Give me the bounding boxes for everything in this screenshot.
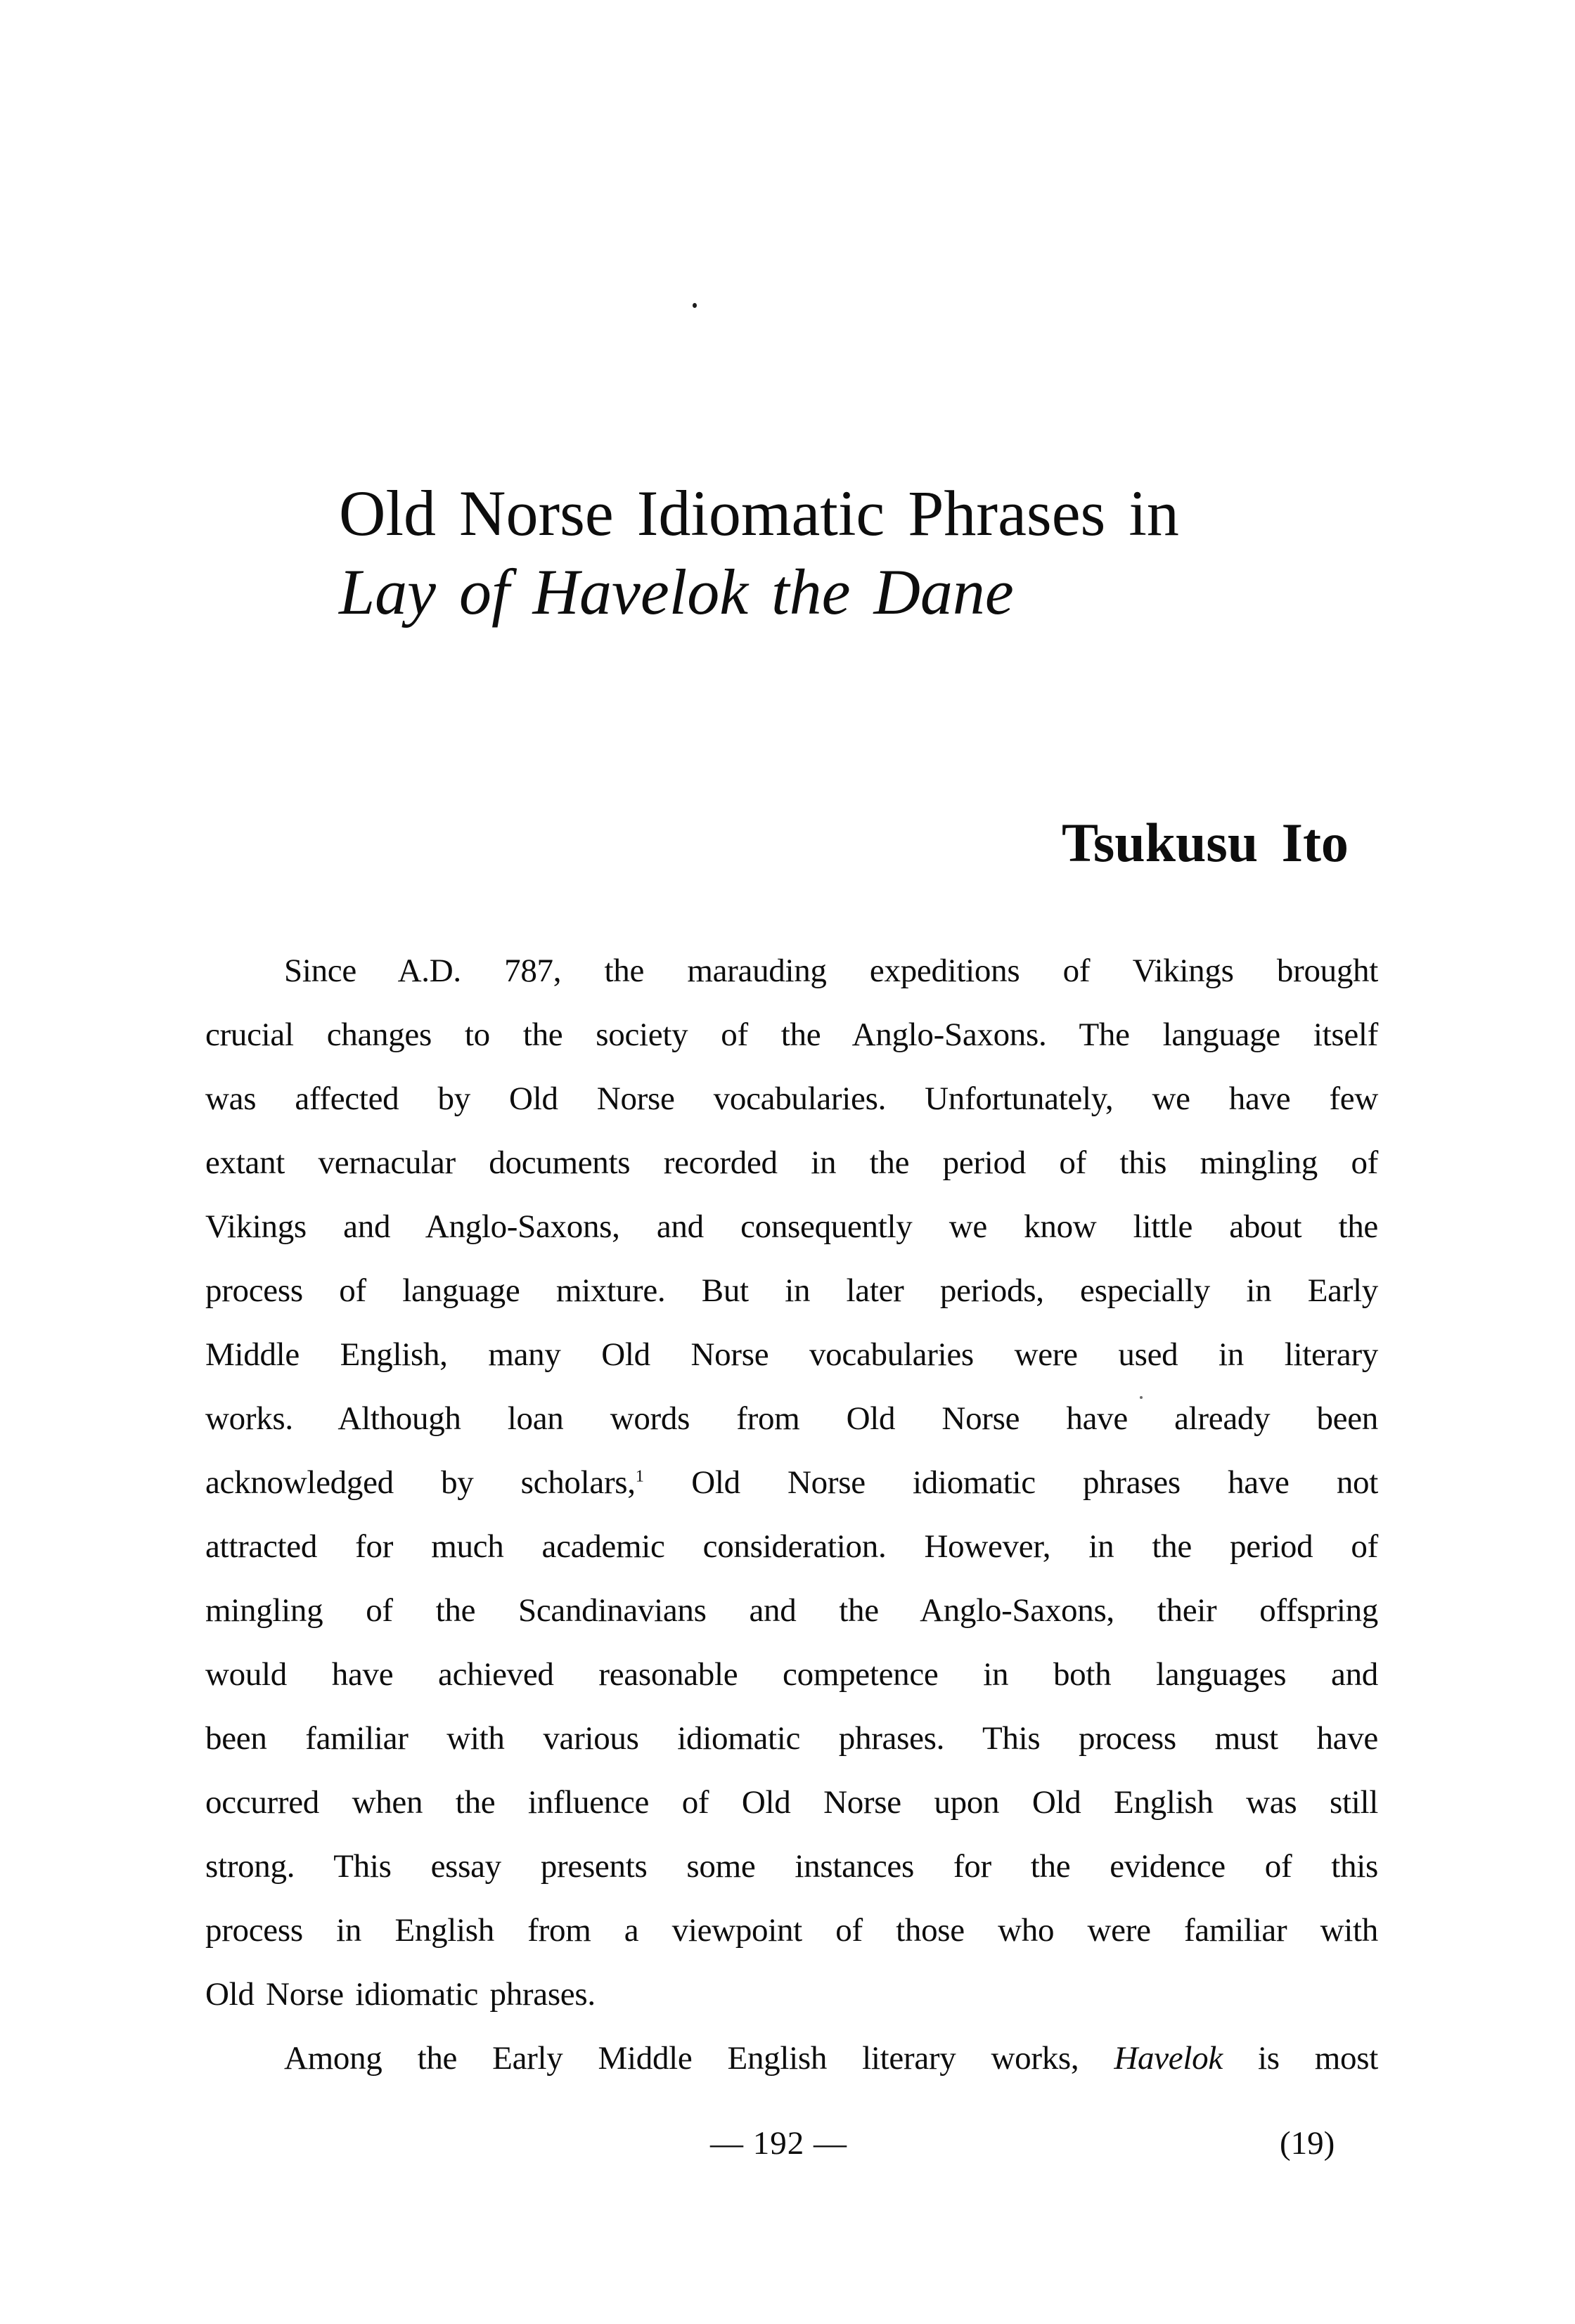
- body-line: [205, 1003, 1378, 1067]
- body-line-segment: Since A.D. 787, the marauding expeditions of Vikings brought: [284, 953, 1378, 989]
- body-line-segment: crucial changes to the society of the Anglo-Saxons. The language itself: [205, 1016, 1378, 1053]
- body-line: [205, 1899, 1378, 1963]
- body-line-segment: would have achieved reasonable competence in both languages and: [205, 1656, 1378, 1693]
- author-name: Tsukusu Ito: [1062, 812, 1349, 873]
- body-line: [205, 1259, 1378, 1323]
- body-line: [205, 1835, 1378, 1899]
- body-line: [205, 939, 1378, 1003]
- body-line: [205, 1323, 1378, 1387]
- body-line-segment: Vikings and Anglo-Saxons, and consequently we know little about the: [205, 1208, 1378, 1245]
- body-line-segment: Middle English, many Old Norse vocabularies were used in literary: [205, 1336, 1378, 1373]
- body-line-segment: been familiar with various idiomatic phrases. This process must have: [205, 1720, 1378, 1757]
- body-line-segment: attracted for much academic consideration. However, in the period of: [205, 1528, 1378, 1565]
- body-line: [205, 1451, 1378, 1515]
- body-line: [205, 1131, 1378, 1195]
- body-line: [205, 1963, 1378, 2027]
- body-line: [205, 1067, 1378, 1131]
- body-line-segment: Old Norse idiomatic phrases.: [205, 1976, 596, 2013]
- body-line-segment: process in English from a viewpoint of those who were familiar with: [205, 1912, 1378, 1949]
- footnote-marker: 1: [635, 1466, 644, 1486]
- body-line: [205, 1771, 1378, 1835]
- body-line: [205, 1643, 1378, 1707]
- body-line-segment: was affected by Old Norse vocabularies. Unfortunately, we have few: [205, 1080, 1378, 1117]
- body-line-segment: occurred when the influence of Old Norse upon Old English was still: [205, 1784, 1378, 1821]
- body-line-segment: Havelok: [1114, 2040, 1223, 2077]
- body-line-segment: strong. This essay presents some instances for the evidence of this: [205, 1848, 1378, 1885]
- paper-title: [339, 474, 1394, 631]
- body-line: [205, 1387, 1378, 1451]
- body-line-segment: extant vernacular documents recorded in the period of this mingling of: [205, 1144, 1378, 1181]
- body-line: [205, 1579, 1378, 1643]
- body-line: [205, 2027, 1378, 2091]
- body-text: [205, 939, 1378, 2091]
- body-line-segment: is most: [1222, 2040, 1378, 2077]
- body-line-segment: Among the Early Middle English literary works,: [284, 2040, 1114, 2077]
- scan-speck: [693, 303, 697, 308]
- paper-title-line1: Old Norse Idiomatic Phrases in: [339, 477, 1179, 549]
- body-line-segment: process of language mixture. But in later periods, especially in Early: [205, 1272, 1378, 1309]
- body-line: [205, 1515, 1378, 1579]
- paper-title-line2: Lay of Havelok the Dane: [339, 556, 1014, 628]
- body-line-segment: Old Norse idiomatic phrases have not: [643, 1464, 1378, 1501]
- footer-issue-number: (19): [1280, 2125, 1335, 2162]
- body-line-segment: acknowledged by scholars,: [205, 1464, 636, 1501]
- body-line-segment: works. Although loan words from Old Norse have already been: [205, 1400, 1378, 1437]
- body-line: [205, 1707, 1378, 1771]
- body-line-segment: mingling of the Scandinavians and the Anglo-Saxons, their offspring: [205, 1592, 1378, 1629]
- body-line: [205, 1195, 1378, 1259]
- footer-page-number: — 192 —: [710, 2125, 847, 2162]
